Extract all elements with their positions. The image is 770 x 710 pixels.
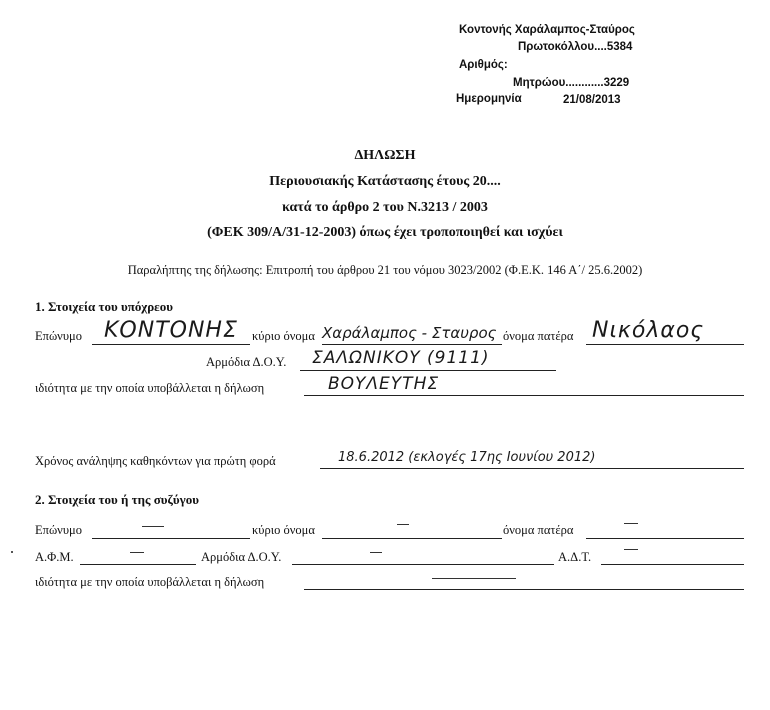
- s2-surname-dash: [142, 526, 164, 527]
- s2-father-label: όνομα πατέρα: [503, 523, 574, 537]
- s2-father-line: [586, 538, 744, 539]
- s1-tax-office-value: ΣΑΛΩΝΙΚΟΥ (9111): [312, 348, 490, 368]
- title-subtitle: Περιουσιακής Κατάστασης έτους 20....: [269, 174, 501, 189]
- s1-duties-line: [320, 468, 744, 469]
- s2-firstname-label: κύριο όνομα: [252, 523, 315, 537]
- s2-tax-office-label: Αρμόδια Δ.Ο.Υ.: [201, 550, 282, 564]
- s1-father-line: [586, 344, 744, 345]
- s2-firstname-line: [322, 538, 502, 539]
- title-gazette-reference: (ΦΕΚ 309/Α/31-12-2003) όπως έχει τροποποιηθεί και ισχύει: [207, 225, 563, 240]
- s1-capacity-line: [304, 395, 744, 396]
- s1-firstname-label: κύριο όνομα: [252, 329, 315, 343]
- s1-firstname-value: Χαράλαμπος - Σταυρος: [322, 324, 497, 342]
- header-date-label: Ημερομηνία: [456, 93, 522, 105]
- section1-heading: 1. Στοιχεία του υπόχρεου: [35, 299, 173, 314]
- s2-adt-label: Α.Δ.Τ.: [558, 550, 592, 564]
- s1-capacity-label: ιδιότητα με την οποία υποβάλλεται η δήλωση: [35, 381, 265, 395]
- header-protocol-line: Πρωτοκόλλου....5384: [518, 41, 633, 53]
- recipient-line: Παραλήπτης της δήλωσης: Επιτροπή του άρθρου 21 του νόμου 3023/2002 (Φ.Ε.Κ. 146 Α΄/ 25.6.2002): [127, 263, 643, 277]
- scan-speck: [11, 551, 13, 553]
- s2-firstname-dash: [397, 524, 409, 525]
- s2-capacity-label: ιδιότητα με την οποία υποβάλλεται η δήλωση: [35, 575, 265, 589]
- document-title: ΔΗΛΩΣΗ: [354, 148, 416, 163]
- s2-capacity-line: [304, 589, 744, 590]
- s1-father-label: όνομα πατέρα: [503, 329, 574, 343]
- section2-heading: 2. Στοιχεία του ή της συζύγου: [35, 492, 199, 507]
- s1-surname-label: Επώνυμο: [35, 329, 82, 343]
- s2-father-dash: [624, 523, 638, 524]
- s1-firstname-line: [322, 344, 502, 345]
- header-date-value: 21/08/2013: [563, 94, 621, 106]
- s2-adt-dash: [624, 549, 638, 550]
- s2-afm-label: Α.Φ.Μ.: [35, 550, 74, 564]
- s2-afm-line: [80, 564, 196, 565]
- s1-tax-office-line: [300, 370, 556, 371]
- s1-father-value: Νικόλαος: [592, 318, 705, 343]
- s2-tax-office-dash: [370, 552, 382, 553]
- s2-adt-line: [601, 564, 744, 565]
- s1-surname-line: [92, 344, 250, 345]
- s1-duties-label: Χρόνος ανάληψης καθηκόντων για πρώτη φορά: [35, 454, 276, 468]
- header-number-label: Αριθμός:: [459, 59, 508, 71]
- title-law-reference: κατά το άρθρο 2 του Ν.3213 / 2003: [282, 200, 488, 215]
- s1-duties-value: 18.6.2012 (εκλογές 17ης Ιουνίου 2012): [338, 450, 596, 465]
- s2-tax-office-line: [292, 564, 554, 565]
- s1-capacity-value: ΒΟΥΛΕΥΤΗΣ: [328, 374, 440, 394]
- header-registry-line: Μητρώου............3229: [513, 77, 630, 89]
- s2-afm-dash: [130, 552, 144, 553]
- s1-tax-office-label: Αρμόδια Δ.Ο.Υ.: [206, 355, 287, 369]
- s2-capacity-dash: [432, 578, 516, 579]
- s2-surname-label: Επώνυμο: [35, 523, 82, 537]
- s1-surname-value: ΚΟΝΤΟΝΗΣ: [104, 318, 238, 343]
- s2-surname-line: [92, 538, 250, 539]
- header-name-line: Κοντονής Χαράλαμπος-Σταύρος: [459, 24, 635, 36]
